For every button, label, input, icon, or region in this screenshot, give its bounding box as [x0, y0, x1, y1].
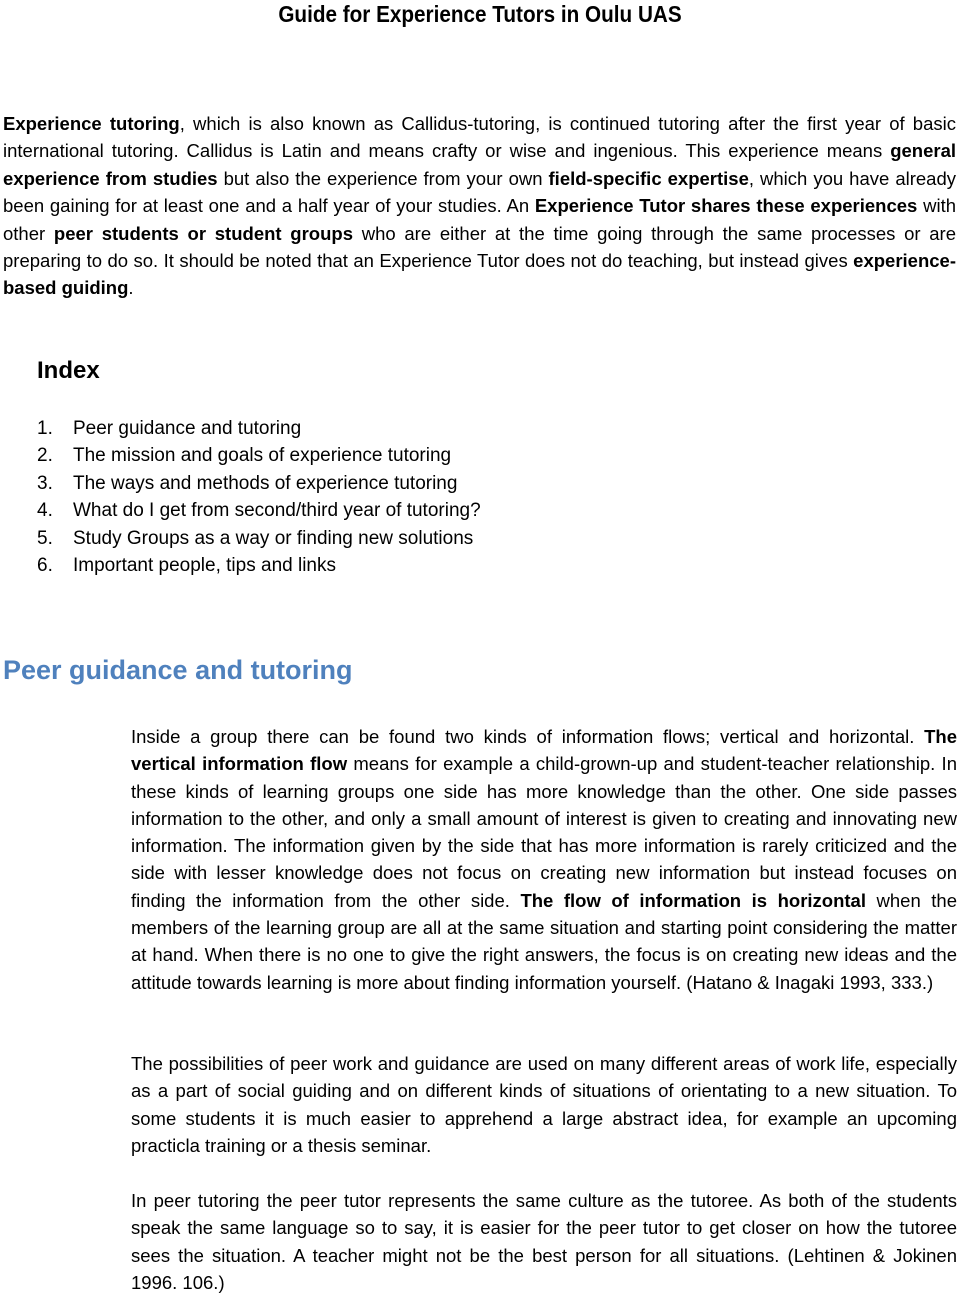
- text-run: , which you have already been gaining for at least one and a half year of your studies. An: [3, 167, 956, 217]
- section-heading: Peer guidance and tutoring: [3, 655, 353, 685]
- index-item-number: 4.: [37, 500, 53, 522]
- index-item-number: 3.: [37, 472, 53, 494]
- index-item-label: Study Groups as a way or finding new solutions: [73, 527, 474, 549]
- index-item: [37, 415, 637, 442]
- index-item-number: 6.: [37, 555, 53, 577]
- index-item-number: 5.: [37, 527, 53, 549]
- index-item-label: What do I get from second/third year of tutoring?: [73, 500, 481, 522]
- text-run: The possibilities of peer work and guidance are used on many different areas of work life, especially as a part of social guiding and on different kinds of situations of orientating to a new situation. To some students it is much easier to apprehend a large abstract idea, for example an upcoming practicla training or a thesis seminar.: [131, 1053, 957, 1156]
- document-title: Guide for Experience Tutors in Oulu UAS: [278, 1, 682, 27]
- index-item: [37, 442, 637, 469]
- index-item-number: 1.: [37, 418, 53, 439]
- index-item: [37, 552, 637, 579]
- index-item-label: Important people, tips and links: [73, 555, 336, 577]
- index-item: [37, 497, 637, 524]
- index-item: [37, 525, 637, 552]
- body-paragraph: [131, 1187, 957, 1296]
- text-run: , which is also known as Callidus-tutoring, is continued tutoring after the first year of basic international tutoring. Callidus is Latin and means crafty or wise and ingenious. This experience means: [3, 113, 956, 162]
- text-run: but also the experience from your own: [217, 167, 549, 189]
- text-run: The flow of information is horizontal: [520, 889, 866, 911]
- text-run: Inside a group there can be found two kinds of information flows; vertical and horizontal.: [131, 726, 925, 747]
- index-item-label: The ways and methods of experience tutoring: [73, 472, 458, 494]
- index-item: [37, 470, 637, 497]
- body-paragraph: [131, 723, 957, 996]
- text-run: .: [128, 277, 134, 299]
- text-run: In peer tutoring the peer tutor represents the same culture as the tutoree. As both of the students speak the same language so to say, it is easier for the peer tutor to get closer on how the tutoree sees the situation. A teacher might not be the best person for all situations. (Lehtinen & Jokinen 1996. 106.): [131, 1190, 957, 1293]
- text-run: when the members of the learning group are all at the same situation and starting point considering the matter at hand. When there is no one to give the right answers, the focus is on creating new ideas and the attitude towards learning is more about finding information yourself. (Hatano & Inagaki 1993, 333.): [131, 889, 957, 993]
- text-run: The vertical information flow: [131, 726, 957, 775]
- text-run: general experience from studies: [3, 140, 956, 189]
- index-item-label: The mission and goals of experience tutoring: [73, 445, 452, 467]
- index-list: [37, 415, 637, 579]
- index-heading: Index: [37, 357, 100, 384]
- body-paragraph: [131, 1050, 957, 1159]
- text-run: peer students or student groups: [53, 222, 353, 244]
- text-run: Experience Tutor shares these experiences: [534, 195, 918, 217]
- index-item-number: 2.: [37, 445, 53, 467]
- index-item-label: Peer guidance and tutoring: [73, 418, 302, 439]
- intro-paragraph: [3, 110, 956, 302]
- text-run: with other: [3, 195, 956, 244]
- text-run: means for example a child-grown-up and student-teacher relationship. In these kinds of learning groups one side has more knowledge than the other. One side passes information to the other, and only a small amount of interest is given to creating and innovating new information. The information given by the side that has more information is rarely criticized and the side with lesser knowledge does not focus on creating new information but instead focuses on finding the information from the other side.: [131, 753, 957, 911]
- text-run: experience-based guiding: [3, 250, 956, 299]
- text-run: field-specific expertise: [548, 167, 749, 189]
- text-run: Experience tutoring: [3, 113, 180, 134]
- text-run: who are either at the time going through the same processes or are preparing to do so. It should be noted that an Experience Tutor does not do teaching, but instead gives: [3, 222, 957, 272]
